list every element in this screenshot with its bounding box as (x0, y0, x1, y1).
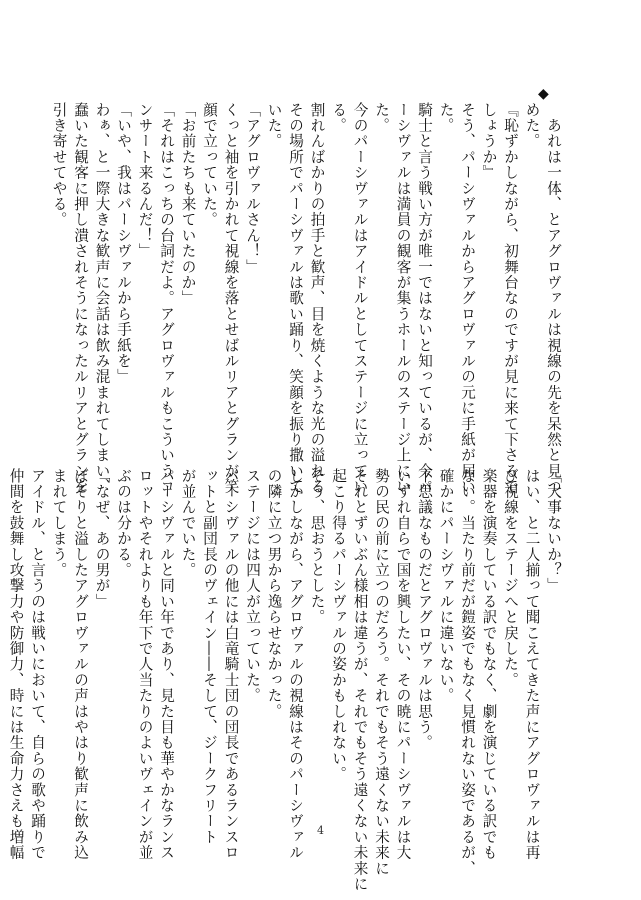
text-line: ステージには四人が立っていた。 (244, 468, 261, 704)
text-line: ぼそりと溢したアグロヴァルの声はやはり歓声に飲み込 (72, 468, 89, 861)
text-line: ットと副団長のヴェイン――そして、ジークフリート (201, 468, 218, 845)
text-line: る。 (330, 102, 347, 134)
text-line: の隣に立つ男から逸らせなかった。 (265, 468, 283, 720)
text-line: ない。当たり前だが鎧姿でもなく見慣れない姿であるが、 (459, 468, 476, 877)
lower-text-block (7, 468, 564, 892)
text-line: 不思議なものだとアグロヴァルは思う。 (416, 468, 433, 751)
upper-text-block (50, 102, 564, 495)
text-line: 今のパーシヴァルはアイドルとしてステージに立ってい (351, 102, 369, 495)
text-line: 楽器を演奏している訳でもなく、劇を演じている訳でも (480, 468, 498, 861)
text-line: 「お前たちも来ていたのか」 (179, 102, 197, 307)
text-line: しかしながら、アグロヴァルの視線はそのパーシヴァル (287, 468, 304, 861)
text-line: ーシヴァルは満員の観客が集うホールのステージ上にい (394, 102, 412, 495)
text-line: た。 (437, 102, 455, 134)
text-line: 割れんばかりの拍手と歓声、目を焼くような光の溢れる (308, 102, 326, 495)
text-line: 「いや、我はパーシヴァルから手紙を」 (115, 102, 132, 385)
text-line: いた。 (265, 102, 283, 150)
text-line: いずれ自らで国を興したい、その暁にパーシヴァルは大 (394, 468, 412, 861)
text-line: アイドル、と言うのは戦いにおいて、自らの歌や踊りで (29, 468, 46, 861)
text-line: 引き寄せてやる。 (50, 102, 68, 228)
text-line: 「大事ないか？」 (545, 468, 562, 594)
text-line: そう、思おうとした。 (308, 468, 326, 625)
text-line: び視線をステージへと戻した。 (502, 468, 519, 688)
text-line: それとずいぶん様相は違うが、それでもそう遠くない未来に (351, 468, 369, 892)
text-line: 騎士と言う戦い方が唯一ではないと知っているが、今パ (416, 102, 433, 495)
text-line: あれは一体、とアグロヴァルは視線の先を呆然と見つ (545, 102, 562, 495)
text-line: 「アグロヴァルさん！」 (244, 102, 261, 275)
text-line: そう、パーシヴァルからアグロヴァルの元に手紙が届い (459, 102, 476, 495)
text-line: パーシヴァルの他には白竜騎士団の団長であるランスロ (222, 468, 240, 861)
section-marker: ◆ (538, 86, 549, 102)
text-line: 顔で立っていた。 (201, 102, 218, 228)
text-line: 「それはこっちの台詞だよ。アグロヴァルもこういうコ (158, 102, 175, 495)
text-line: ぶのは分かる。 (115, 468, 132, 578)
text-line: 「なぜ、あの男が」 (93, 468, 111, 610)
text-line: た。 (373, 102, 390, 134)
text-line: まれてしまう。 (50, 468, 68, 578)
text-line: が並んでいた。 (179, 468, 197, 578)
text-line: 蠢いた観客に押し潰されそうになったルリアとグランを (72, 102, 89, 495)
text-line: ンサート来るんだ！」 (136, 102, 154, 259)
text-line: めた。 (523, 102, 541, 150)
text-line: パーシヴァルと同い年であり、見た目も華やかなランス (158, 468, 175, 861)
text-line: 仲間を鼓舞し攻撃力や防御力、時には生命力さえも増幅 (7, 468, 25, 861)
text-line: 『恥ずかしながら、初舞台なのですが見に来て下さるで (502, 102, 519, 495)
text-line: ロットやそれよりも年下で人当たりのよいヴェインが並 (136, 468, 154, 861)
text-line: その場所でパーシヴァルは歌い踊り、笑顔を振り撒いて (287, 102, 304, 495)
page-number: 4 (317, 824, 324, 837)
text-line: わぁ、と一際大きな歓声に会話は飲み混まれてしまい、 (93, 102, 111, 495)
text-line: くっと袖を引かれて視線を落とせばルリアとグランが笑 (222, 102, 240, 495)
text-line: 勢の民の前に立つのだろう。それでもそう遠くない未来に (373, 468, 390, 877)
text-line: 起こり得るパーシヴァルの姿かもしれない。 (330, 468, 347, 782)
text-line: はい、と二人揃って聞こえてきた声にアグロヴァルは再 (523, 468, 541, 861)
text-line: しょうか』 (480, 102, 498, 181)
text-line: 確かにパーシヴァルに違いない。 (437, 468, 455, 704)
